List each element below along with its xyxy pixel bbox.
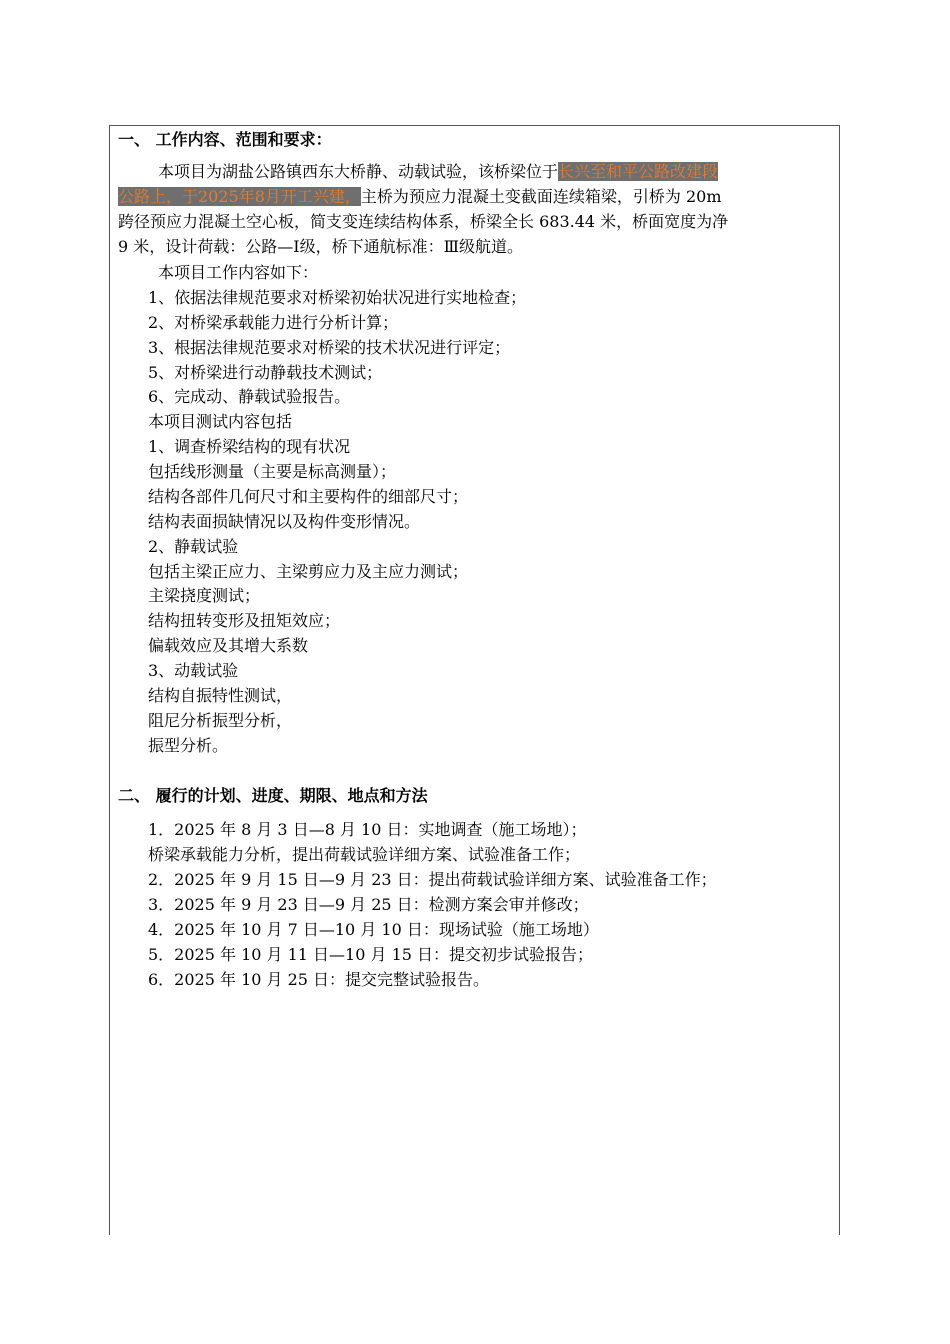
section1-heading: 一、 工作内容、范围和要求： [118, 130, 332, 149]
test-line: 本项目测试内容包括 [148, 412, 293, 431]
test-line: 主梁挠度测试； [148, 586, 261, 605]
paragraph-line-3: 跨径预应力混凝土空心板，简支变连续结构体系，桥梁全长 683.44 米，桥面宽度为净 [118, 212, 729, 231]
work-item: 6、完成动、静载试验报告。 [148, 387, 351, 406]
schedule-line: 3．2025 年 9 月 23 日—9 月 25 日：检测方案会审并修改； [148, 895, 589, 914]
test-line: 3、动载试验 [148, 661, 239, 680]
schedule-line: 4．2025 年 10 月 7 日—10 月 10 日：现场试验（施工场地） [148, 920, 599, 939]
highlighted-location: 长兴至和平公路改建段 [558, 162, 719, 181]
test-line: 结构各部件几何尺寸和主要构件的细部尺寸； [148, 487, 469, 506]
test-line: 包括线形测量（主要是标高测量）； [148, 462, 397, 481]
paragraph-line-1 [158, 162, 718, 182]
paragraph-text: 主桥为预应力混凝土变截面连续箱梁，引桥为 20m [360, 187, 722, 206]
test-line: 包括主梁正应力、主梁剪应力及主应力测试； [148, 562, 469, 581]
test-line: 结构自振特性测试， [148, 686, 293, 705]
paragraph-line-4: 9 米，设计荷载：公路—Ⅰ级，桥下通航标准：Ⅲ级航道。 [118, 237, 524, 256]
work-intro: 本项目工作内容如下： [158, 263, 319, 282]
work-item: 2、对桥梁承载能力进行分析计算； [148, 313, 399, 332]
schedule-line: 桥梁承载能力分析，提出荷载试验详细方案、试验准备工作； [148, 845, 581, 864]
highlighted-date: 公路上，于2025年8月开工兴建， [118, 187, 361, 206]
work-item: 5、对桥梁进行动静载技术测试； [148, 363, 383, 382]
section2-heading: 二、 履行的计划、进度、期限、地点和方法 [118, 786, 428, 805]
work-item: 3、根据法律规范要求对桥梁的技术状况进行评定； [148, 338, 511, 357]
test-line: 1、调查桥梁结构的现有状况 [148, 437, 351, 456]
test-line: 阻尼分析振型分析， [148, 711, 293, 730]
test-line: 振型分析。 [148, 736, 229, 755]
schedule-line: 1．2025 年 8 月 3 日—8 月 10 日：实地调查（施工场地）； [148, 820, 587, 839]
test-line: 结构表面损缺情况以及构件变形情况。 [148, 512, 421, 531]
schedule-line: 2．2025 年 9 月 15 日—9 月 23 日：提出荷载试验详细方案、试验准备工作； [148, 870, 717, 889]
schedule-line: 6．2025 年 10 月 25 日：提交完整试验报告。 [148, 970, 490, 989]
test-line: 偏载效应及其增大系数 [148, 636, 309, 655]
paragraph-text: 本项目为湖盐公路镇西东大桥静、动载试验，该桥梁位于 [158, 162, 559, 181]
work-item: 1、依据法律规范要求对桥梁初始状况进行实地检查； [148, 288, 527, 307]
test-line: 结构扭转变形及扭矩效应； [148, 611, 341, 630]
schedule-line: 5．2025 年 10 月 11 日—10 月 15 日：提交初步试验报告； [148, 945, 594, 964]
paragraph-line-2 [118, 187, 722, 207]
test-line: 2、静载试验 [148, 537, 239, 556]
